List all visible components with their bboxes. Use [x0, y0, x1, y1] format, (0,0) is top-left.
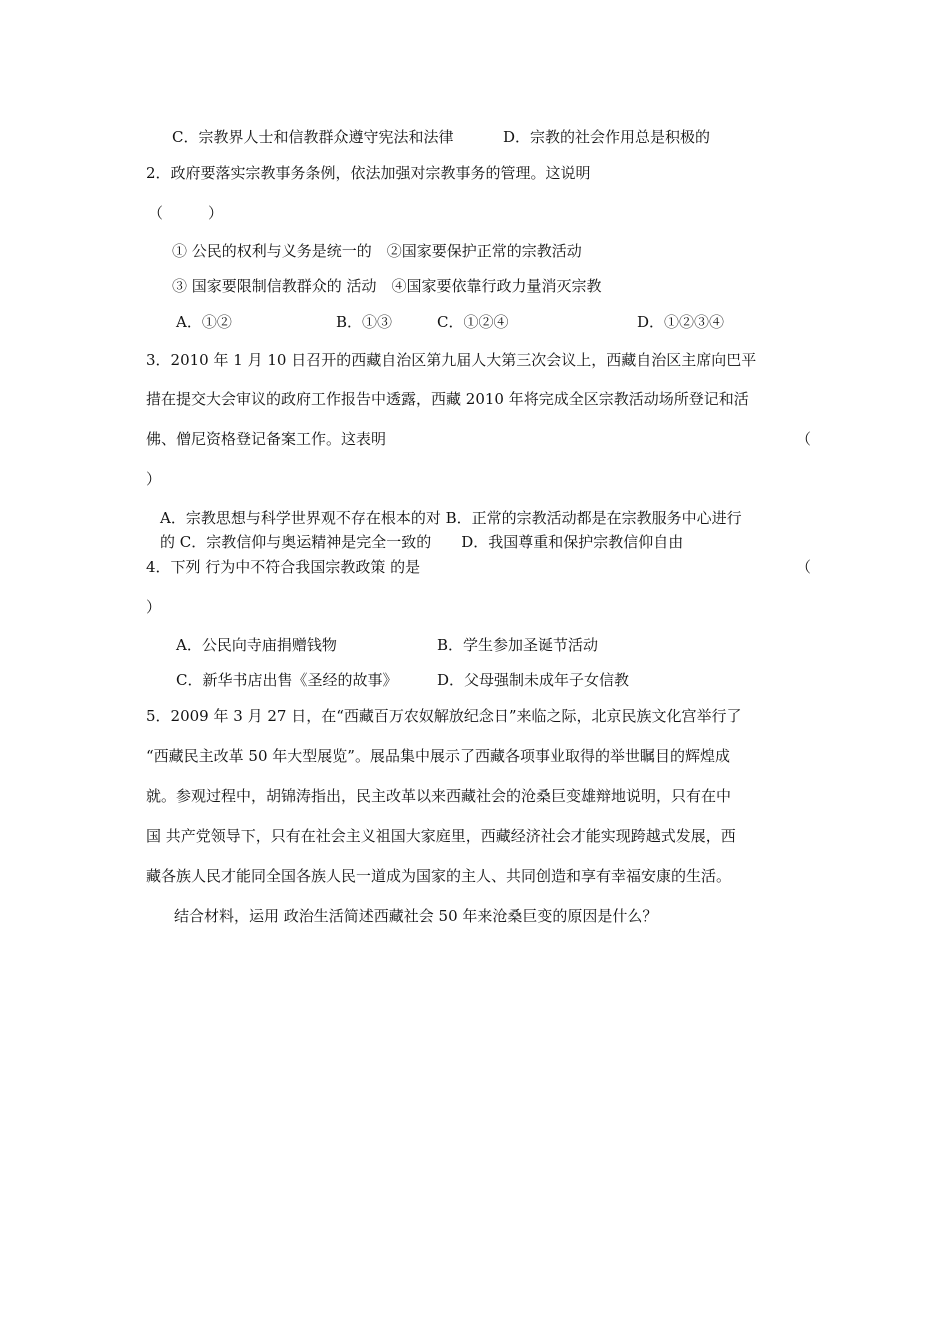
q3-options-line-2: 的 C．宗教信仰与奥运精神是完全一致的 D．我国尊重和保护宗教信仰自由 — [160, 533, 684, 551]
q3-answer-paren-open: （ — [796, 430, 812, 448]
q4-option-b: B．学生参加圣诞节活动 — [437, 636, 599, 654]
q2-option-b: B．①③ — [336, 313, 393, 331]
q4-option-a: A．公民向寺庙捐赠钱物 — [176, 636, 337, 654]
q4-answer-paren-open: （ — [796, 558, 812, 576]
q5-material-line-2: “西藏民主改革 50 年大型展览”。展品集中展示了西藏各项事业取得的举世瞩目的辉煌成 — [146, 747, 730, 765]
q1-option-d: D．宗教的社会作用总是积极的 — [503, 128, 711, 146]
q3-answer-paren-close: ） — [146, 470, 162, 488]
q2-stem: 2．政府要落实宗教事务条例，依法加强对宗教事务的管理。这说明 — [146, 164, 591, 182]
q3-stem-line-3: 佛、僧尼资格登记备案工作。这表明 — [146, 430, 387, 448]
q5-material-line-4: 国 共产党领导下，只有在社会主义祖国大家庭里，西藏经济社会才能实现跨越式发展，西 — [146, 827, 736, 845]
q2-statements-1: ① 公民的权利与义务是统一的 ②国家要保护正常的宗教活动 — [172, 242, 582, 260]
q5-material-line-3: 就。参观过程中，胡锦涛指出，民主改革以来西藏社会的沧桑巨变雄辩地说明，只有在中 — [146, 787, 732, 805]
q4-stem: 4．下列 行为中不符合我国宗教政策 的是 — [146, 558, 421, 576]
q3-options-line-1: A．宗教思想与科学世界观不存在根本的对 B．正常的宗教活动都是在宗教服务中心进行 — [160, 509, 742, 527]
q4-option-c: C．新华书店出售《圣经的故事》 — [176, 671, 398, 689]
q2-option-d: D．①②③④ — [637, 313, 725, 331]
q3-stem-line-2: 措在提交大会审议的政府工作报告中透露，西藏 2010 年将完成全区宗教活动场所登记和活 — [146, 390, 749, 408]
q3-stem-line-1: 3．2010 年 1 月 10 日召开的西藏自治区第九届人大第三次会议上，西藏自治区主席向巴平 — [146, 351, 757, 369]
q2-statements-2: ③ 国家要限制信教群众的 活动 ④国家要依靠行政力量消灭宗教 — [172, 277, 602, 295]
q5-material-line-1: 5．2009 年 3 月 27 日，在“西藏百万农奴解放纪念日”来临之际，北京民族文化宫举行了 — [146, 707, 742, 725]
q1-option-c: C．宗教界人士和信教群众遵守宪法和法律 — [172, 128, 454, 146]
q5-question: 结合材料，运用 政治生活简述西藏社会 50 年来沧桑巨变的原因是什么？ — [174, 907, 658, 925]
q4-option-d: D．父母强制未成年子女信教 — [437, 671, 630, 689]
q5-material-line-5: 藏各族人民才能同全国各族人民一道成为国家的主人、共同创造和享有幸福安康的生活。 — [146, 867, 732, 885]
q4-answer-paren-close: ） — [146, 598, 162, 616]
q2-option-a: A．①② — [176, 313, 232, 331]
q2-option-c: C．①②④ — [437, 313, 509, 331]
q2-answer-paren: （ ） — [148, 204, 224, 222]
